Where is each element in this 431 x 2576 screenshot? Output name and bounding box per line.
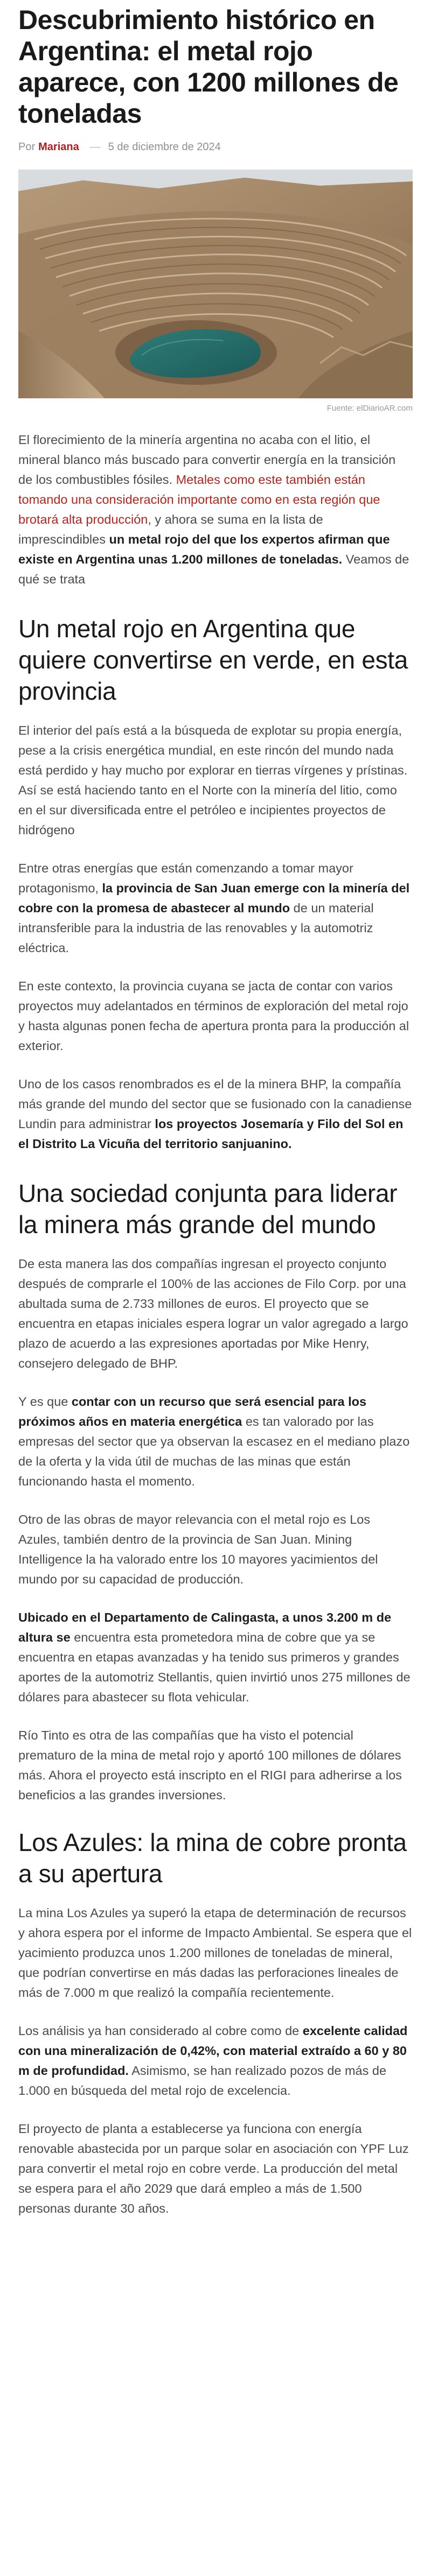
section1-paragraph-4	[18, 1074, 413, 1154]
section3-paragraph-3: El proyecto de planta a establecerse ya funciona con energía renovable abastecida por un parque solar en asociación con YPF Luz para convertir el metal rojo en cobre verde. La producción del metal se espera para el año 2029 que dará empleo a más de 1.500 personas durante 30 años.	[18, 2122, 409, 2215]
intro-text-b: , y ahora se suma en la lista de imprescindibles	[18, 512, 323, 546]
s1p2-text-b: de un material intransferible para la industria de las renovables y la automotriz eléctrica.	[18, 901, 374, 955]
intro-text-a: El florecimiento de la minería argentina no acaba con el litio, el mineral blanco más buscado para convertir energía en la transición de los combustibles fósiles.	[18, 433, 396, 487]
section3-paragraph-2	[18, 2021, 413, 2101]
hero-image-open-pit-mine	[18, 170, 413, 398]
intro-paragraph	[18, 430, 413, 589]
s1p2-bold: la provincia de San Juan emerge con la minería del cobre con la promesa de abastecer al mundo	[18, 881, 410, 915]
section1-paragraph-3: En este contexto, la provincia cuyana se jacta de contar con varios proyectos muy adelantados en términos de exploración del metal rojo y hasta algunas ponen fecha de apertura pronta para la producción al exterior.	[18, 979, 409, 1053]
section1-paragraph-1: El interior del país está a la búsqueda de explotar su propia energía, pese a la crisis energética mundial, en este rincón del mundo nada está perdido y hay mucho por explorar en tierras vírgenes y prístinas. Así se está haciendo tanto en el Norte con la minería del litio, como en el sur diversificada entre el petróleo e incipientes proyectos de hidrógeno	[18, 723, 408, 837]
intro-text-c: Veamos de qué se trata	[18, 552, 409, 586]
s2p2-bold: contar con un recurso que será esencial para los próximos años en materia energética	[18, 1395, 367, 1428]
s3p2-text-b: Asimismo, se han realizado pozos de más de 1.000 en búsqueda del metal rojo de excelencia.	[18, 2064, 387, 2098]
s1p4-text-a: Uno de los casos renombrados es el de la minera BHP, la compañía más grande del mundo del sector que se fusionado con la canadiense Lundin para administrar	[18, 1077, 412, 1131]
author-link[interactable]: Mariana	[38, 141, 79, 153]
section2-paragraph-3: Otro de las obras de mayor relevancia con el metal rojo es Los Azules, también dentro de la provincia de San Juan. Mining Intelligence la ha valorado entre los 10 mayores yacimientos del mundo por su capacidad de producción.	[18, 1512, 378, 1586]
s2p4-text: encuentra esta prometedora mina de cobre que ya se encuentra en etapas avanzadas y ha tenido sus primeros y grandes aportes de la automotriz Stellantis, quien invirtió unos 275 millones de dólares para abastecer su flota vehicular.	[18, 1630, 411, 1704]
section1-paragraph-2	[18, 858, 413, 958]
intro-link[interactable]: Metales como este también están tomando una consideración importante como en esta región que brotará alta producción	[18, 473, 380, 526]
section2-paragraph-4	[18, 1608, 413, 1707]
intro-bold: un metal rojo del que los expertos afirman que existe en Argentina unas 1.200 millones de toneladas.	[18, 532, 390, 566]
section2-paragraph-1: De esta manera las dos compañías ingresan el proyecto conjunto después de comprarle el 100% de las acciones de Filo Corp. por una abultada suma de 2.733 millones de euros. El proyecto que se encuentra en etapas iniciales espera lograr un valor agregado a largo plazo de acuerdo a las expresiones aportadas por Mike Henry, consejero delegado de BHP.	[18, 1257, 408, 1370]
article-meta	[18, 141, 413, 153]
section2-heading: Una sociedad conjunta para liderar la minera más grande del mundo	[18, 1179, 398, 1238]
image-credit: Fuente: elDiarioAR.com	[326, 404, 413, 413]
publish-date: 5 de diciembre de 2024	[108, 141, 221, 153]
s2p2-text-b: es tan valorado por las empresas del sector que ya observan la escasez en el mediano plazo de la oferta y la vida útil de muchas de las minas que están funcionando hasta el momento.	[18, 1414, 410, 1488]
article-title: Descubrimiento histórico en Argentina: el metal rojo aparece, con 1200 millones de toneladas	[18, 5, 399, 129]
s3p2-text-a: Los análisis ya han considerado al cobre como de	[18, 2024, 303, 2038]
s2p2-text-a: Y es que	[18, 1395, 72, 1409]
section3-paragraph-1: La mina Los Azules ya superó la etapa de determinación de recursos y ahora espera por el informe de Impacto Ambiental. Se espera que el yacimiento produzca unos 1.200 millones de toneladas de mineral, que podrían convertirse en más dadas las perforaciones lineales de más de 7.000 m que realizó la compañía recientemente.	[18, 1906, 412, 2000]
s2p4-bold: Ubicado en el Departamento de Calingasta, a unos 3.200 m de altura se	[18, 1610, 392, 1644]
byline-prefix: Por	[18, 141, 36, 153]
s3p2-bold: excelente calidad con una mineralización de 0,42%, con material extraído a 60 y 80 m de profundidad.	[18, 2024, 408, 2078]
meta-separator: —	[89, 141, 101, 153]
s1p2-text-a: Entre otras energías que están comenzando a tomar mayor protagonismo,	[18, 861, 353, 895]
section2-paragraph-5: Río Tinto es otra de las compañías que ha visto el potencial prematuro de la mina de metal rojo y aportó 100 millones de dólares más. Ahora el proyecto está inscripto en el RIGI para adherirse a los beneficios a las grandes inversiones.	[18, 1728, 402, 1802]
s1p4-bold: los proyectos Josemaría y Filo del Sol en el Distrito La Vicuña del territorio sanjuanino.	[18, 1117, 404, 1151]
section3-heading: Los Azules: la mina de cobre pronta a su apertura	[18, 1828, 407, 1888]
section1-heading: Un metal rojo en Argentina que quiere convertirse en verde, en esta provincia	[18, 615, 408, 705]
section2-paragraph-2	[18, 1392, 413, 1491]
